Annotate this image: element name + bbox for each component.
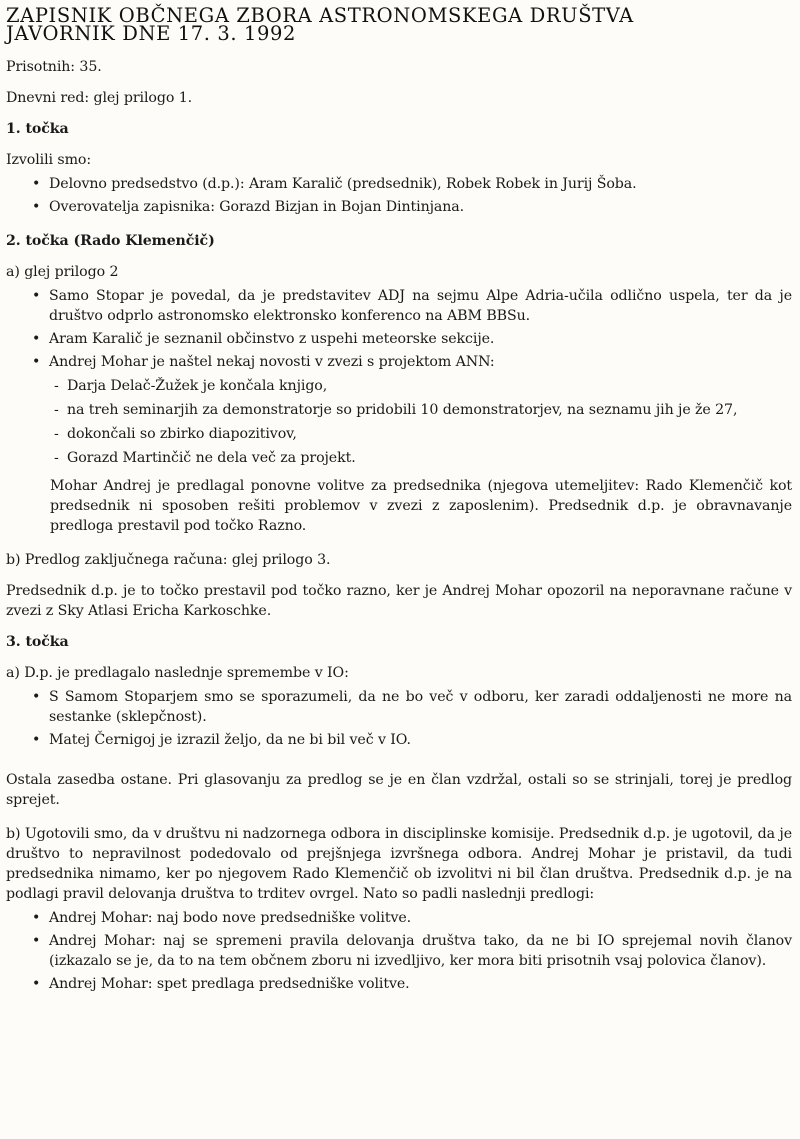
point-3a-note: Ostala zasedba ostane. Pri glasovanju za predlog se je en član vzdržal, ostali so se strinjali, torej je predlog sprejet. [6, 772, 792, 808]
point-1-list [6, 174, 792, 217]
list-item: • Aram Karalič je seznanil občinstvo z uspehi meteorske sekcije. [32, 329, 792, 349]
point-3b-text: b) Ugotovili smo, da v društvu ni nadzornega odbora in disciplinske komisije. Predsednik d.p. je ugotovil, da je društvo to nepravilnost podedovalo od prejšnjega izvršnega odbora. Andrej Mohar je pristavil, da tudi predsednika nimamo, ker po njegovem Rado Klemenčič ob izvolitvi ni bil član društva. Predsednik d.p. je na podlagi pravil delovanja društva to trditev ovrgel. Nato so padli naslednji predlogi: [6, 826, 792, 902]
list-item: • S Samom Stoparjem smo se sporazumeli, da ne bo več v odboru, ker zaradi oddaljenosti ne more na sestanke (sklepčnost). [32, 687, 792, 727]
point-2b-note: Predsednik d.p. je to točko prestavil pod točko razno, ker je Andrej Mohar opozoril na neporavnane račune v zvezi z Sky Atlasi Ericha Karkoschke. [6, 583, 792, 619]
point-2-heading: 2. točka (Rado Klemenčič) [6, 233, 215, 249]
point-2a-list [6, 286, 792, 372]
point-2b-intro: b) Predlog zaključnega računa: glej prilogo 3. [6, 552, 331, 568]
list-item: • Overovatelja zapisnika: Gorazd Bizjan in Bojan Dintinjana. [32, 197, 792, 217]
title-line-1: ZAPISNIK OBČNEGA ZBORA ASTRONOMSKEGA DRUŠTVA [6, 4, 634, 27]
title-line-2: JAVORNIK DNE 17. 3. 1992 [6, 22, 297, 45]
point-3a-intro: a) D.p. je predlagalo naslednje spremembe v IO: [6, 665, 349, 681]
point-3a-list [6, 687, 792, 750]
point-1-heading: 1. točka [6, 121, 69, 137]
document-title [6, 4, 792, 45]
point-2a-intro: a) glej prilogo 2 [6, 264, 119, 280]
point-2a-sublist [6, 376, 792, 468]
list-item: • Delovno predsedstvo (d.p.): Aram Karalič (predsednik), Robek Robek in Jurij Šoba. [32, 174, 792, 194]
agenda: Dnevni red: glej prilogo 1. [6, 90, 193, 106]
attendance: Prisotnih: 35. [6, 59, 102, 75]
sub-list-item: - dokončali so zbirko diapozitivov, [54, 424, 792, 444]
sub-list-item: - na treh seminarjih za demonstratorje so pridobili 10 demonstratorjev, na seznamu jih je že 27, [54, 400, 792, 420]
list-item: • Andrej Mohar je naštel nekaj novosti v zvezi s projektom ANN: [32, 352, 792, 372]
list-item: • Matej Černigoj je izrazil željo, da ne bi bil več v IO. [32, 730, 792, 750]
list-item: • Andrej Mohar: spet predlaga predsedniške volitve. [32, 974, 792, 994]
list-item: • Andrej Mohar: naj se spremeni pravila delovanja društva tako, da ne bi IO sprejemal novih članov (izkazalo se je, da to na tem občnem zboru ni izvedljivo, ker mora biti prisotnih vsaj polovica članov). [32, 931, 792, 971]
sub-list-item: - Gorazd Martinčič ne dela več za projekt. [54, 448, 792, 468]
point-1-intro: Izvolili smo: [6, 152, 92, 168]
point-2a-note: Mohar Andrej je predlagal ponovne volitve za predsednika (njegova utemeljitev: Rado Klemenčič kot predsednik ni sposoben rešiti problemov v zvezi z zaposlenim). Predsednik d.p. je obravnavanje predloga prestavil pod točko Razno. [50, 478, 792, 534]
list-item: • Samo Stopar je povedal, da je predstavitev ADJ na sejmu Alpe Adria-učila odlično uspela, ter da je društvo odprlo astronomsko elektronsko konferenco na ABM BBSu. [32, 286, 792, 326]
point-3-heading: 3. točka [6, 634, 69, 650]
sub-list-item: - Darja Delač-Žužek je končala knjigo, [54, 376, 792, 396]
list-item: • Andrej Mohar: naj bodo nove predsedniške volitve. [32, 908, 792, 928]
point-3b-list [6, 908, 792, 994]
